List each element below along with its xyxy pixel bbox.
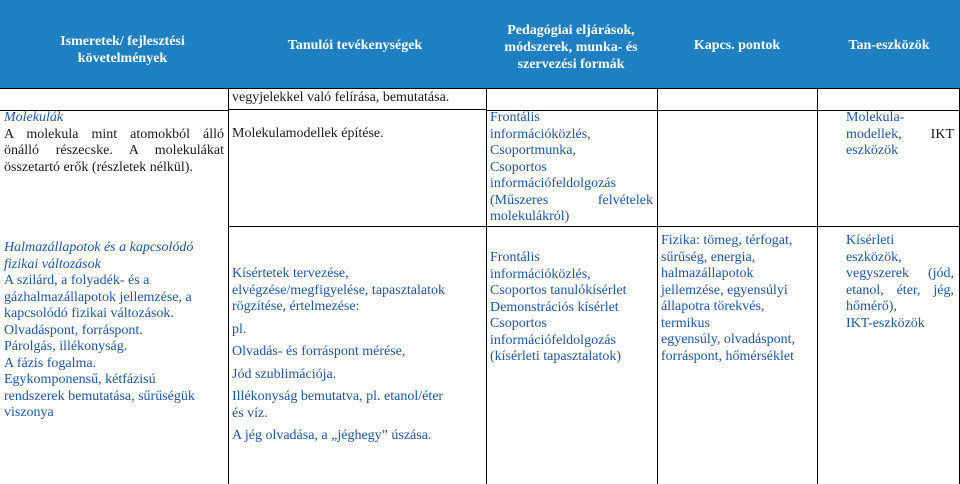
row1-topic-line: összetartó erők (részletek nélkül). <box>4 159 193 175</box>
row2-methods-cell: Frontális információközlés, Csoportos tanulókísérlet Demonstrációs kísérlet Csoportos információfeldolgozás (kísérleti tapasztalatok) <box>490 250 627 364</box>
row1-methods-cell: Frontális információközlés, Csoportmunka, Csoportos információfeldolgozás (Műszeres felvételek molekulákról) <box>490 110 653 224</box>
row2-tools-cell: Kísérleti eszközök, vegyszerek (jód, etanol, éter, jég, hőmérő), IKT-eszközök <box>846 233 954 331</box>
header-knowledge: Ismeretek/ fejlesztési követelmények <box>60 34 185 66</box>
row2-topic-title: fizikai változások <box>4 256 101 272</box>
row2-knowledge-cell: Halmazállapotok és a kapcsolódó fizikai változások A szilárd, a folyadék- és a gázhalmazállapotok jellemzése, a kapcsolódó fizikai változások. Olvadáspont, forráspont. Párolgás, illékonyság. A fázis fogalma. Egykomponensű, kétfázisú rendszerek bemutatása, sűrűségük viszonya <box>4 240 224 422</box>
row1-activity-prev: vegyjelekkel való felírása, bemutatása. <box>232 90 450 105</box>
row2-connections-cell: Fizika: tömeg, térfogat, sűrűség, energia, halmazállapotok jellemzése, egyensúlyi állapotra törekvés, termikus egyensúly, olvadáspont, forráspont, hőmérséklet <box>661 233 796 364</box>
row1-activity-cell <box>232 126 482 143</box>
row2-activity-cell: Kísértetek tervezése, elvégzése/megfigyelése, tapasztalatok rögzítése, értelmezése: pl. Olvadás- és forráspont mérése, Jód szublimációja. Illékonyság bemutatva, pl. etanol/éter és víz. A jég olvadása, a „jéghegy” úszása. <box>232 266 446 443</box>
header-connections: Kapcs. pontok <box>693 37 781 53</box>
grid-line-h <box>0 88 960 89</box>
header-tools: Tan-eszközök <box>848 37 930 53</box>
grid-line-v <box>486 88 487 484</box>
grid-line-h <box>228 109 486 110</box>
row1-tools-cell: Molekula- modellek, IKT eszközök <box>846 110 954 158</box>
grid-line-v <box>817 88 818 484</box>
header-methods: Pedagógiai eljárások, módszerek, munka- és szervezési formák <box>504 22 638 72</box>
grid-line-v <box>657 88 658 484</box>
row2-topic-title: Halmazállapotok és a kapcsolódó <box>4 240 194 255</box>
grid-line-h <box>228 226 960 227</box>
row1-topic-line: önálló részecske. A molekulákat <box>4 143 224 158</box>
row1-topic-line: A molekula mint atomokból álló <box>4 126 224 142</box>
grid-line-v <box>228 88 229 484</box>
row1-knowledge-cell <box>4 110 224 176</box>
row1-activity: Molekulamodellek építése. <box>232 126 384 141</box>
header-activities: Tanulói tevékenységek <box>287 37 423 53</box>
row1-topic-title: Molekulák <box>4 110 64 125</box>
